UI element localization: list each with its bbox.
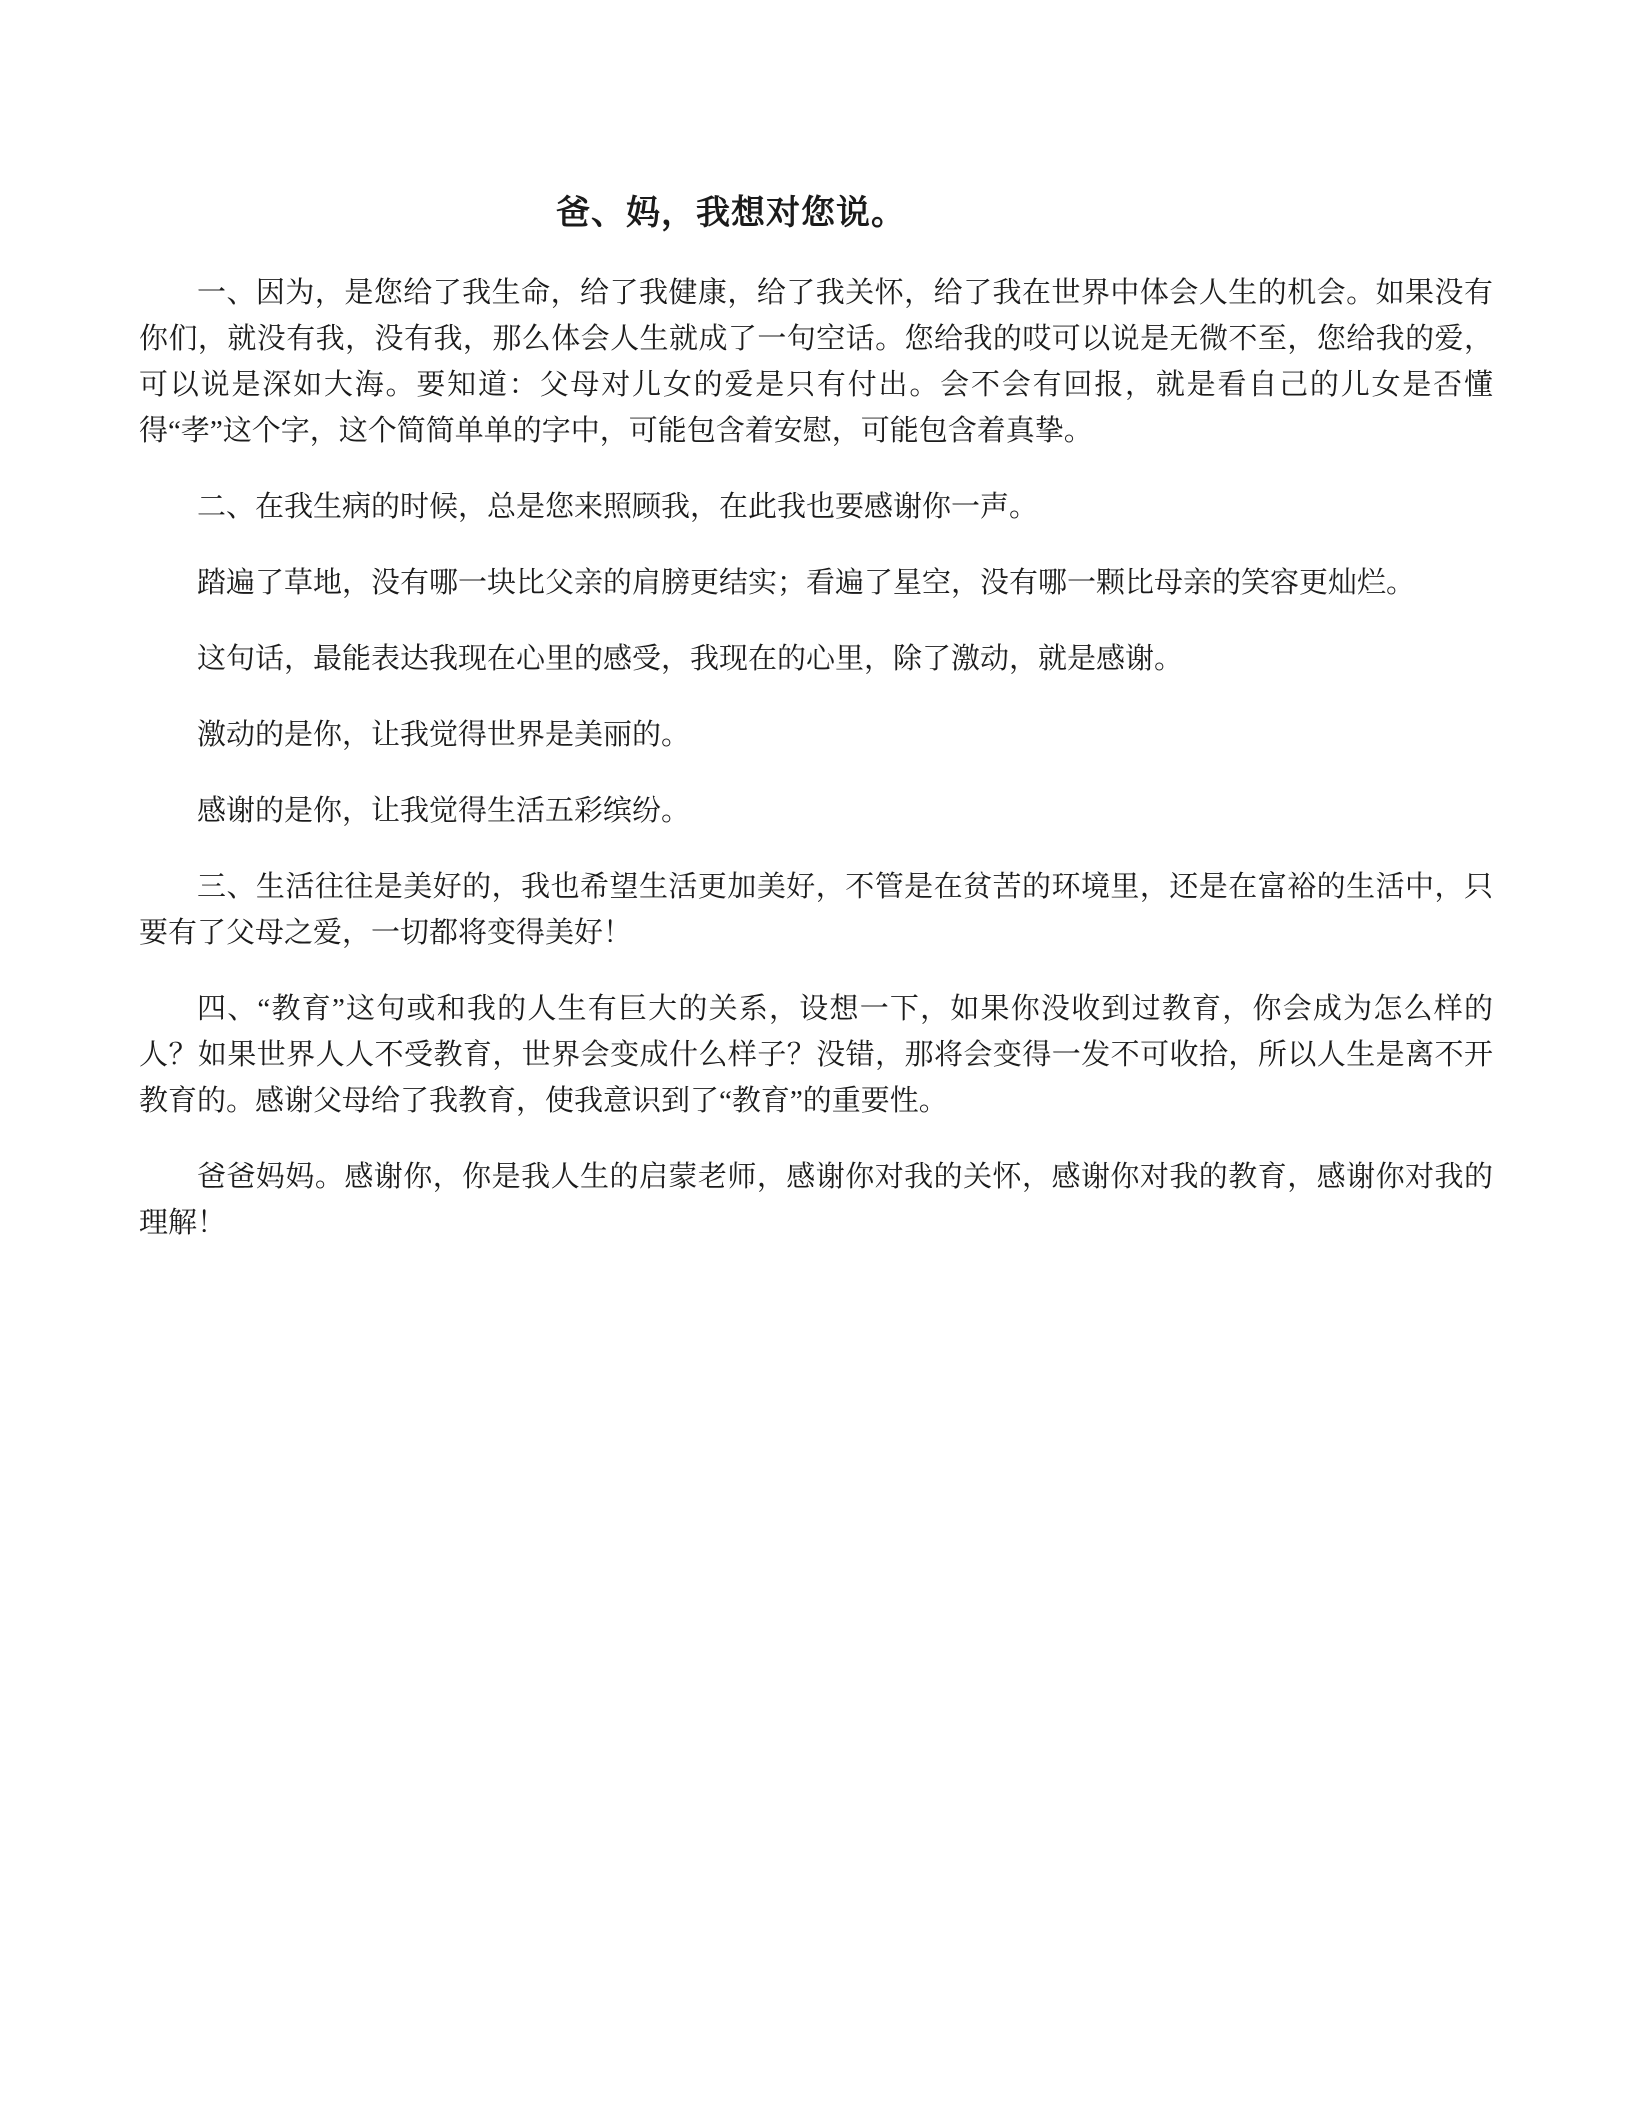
paragraph: 二、在我生病的时候，总是您来照顾我，在此我也要感谢你一声。 <box>197 491 1039 523</box>
paragraph: 踏遍了草地，没有哪一块比父亲的肩膀更结实；看遍了星空，没有哪一颗比母亲的笑容更灿烂。 <box>197 567 1416 599</box>
paragraph: 三、生活往往是美好的，我也希望生活更加美好，不管是在贫苦的环境里，还是在富裕的生活中，只要有了父母之爱，一切都将变得美好！ <box>139 871 1493 949</box>
paragraph: 这句话，最能表达我现在心里的感受，我现在的心里，除了激动，就是感谢。 <box>197 643 1184 675</box>
paragraph: 一、因为，是您给了我生命，给了我健康，给了我关怀，给了我在世界中体会人生的机会。如果没有你们，就没有我，没有我，那么体会人生就成了一句空话。您给我的哎可以说是无微不至，您给我的爱，可以说是深如大海。要知道：父母对儿女的爱是只有付出。会不会有回报，就是看自己的儿女是否懂得“孝”这个字，这个简简单单的字中，可能包含着安慰，可能包含着真挚。 <box>139 277 1493 447</box>
paragraph: 四、“教育”这句或和我的人生有巨大的关系，设想一下，如果你没收到过教育，你会成为怎么样的人？如果世界人人不受教育，世界会变成什么样子？没错，那将会变得一发不可收拾，所以人生是离不开教育的。感谢父母给了我教育，使我意识到了“教育”的重要性。 <box>139 993 1493 1117</box>
document-title: 爸、妈，我想对您说。 <box>556 195 906 232</box>
paragraph: 爸爸妈妈。感谢你，你是我人生的启蒙老师，感谢你对我的关怀，感谢你对我的教育，感谢你对我的理解！ <box>139 1161 1493 1239</box>
paragraph: 感谢的是你，让我觉得生活五彩缤纷。 <box>197 795 691 827</box>
paragraph: 激动的是你，让我觉得世界是美丽的。 <box>197 719 691 751</box>
